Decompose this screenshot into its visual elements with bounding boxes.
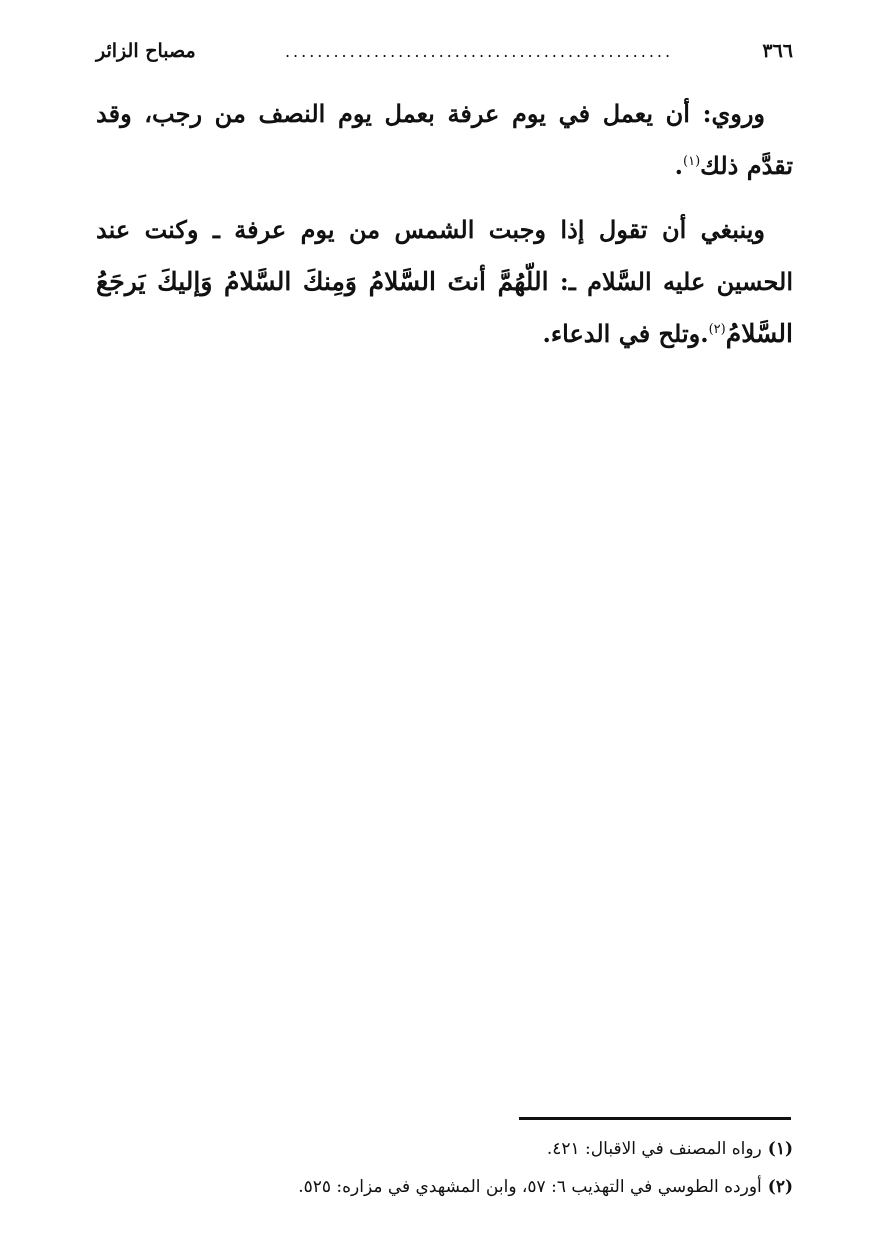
paragraph-1-end: .	[674, 151, 683, 180]
paragraph-2-text: وينبغي أن تقول إذا وجبت الشمس من يوم عرفة ـ وكنت عند الحسين عليه السَّلام ـ:	[96, 215, 793, 296]
invocation-text: اللّهُمَّ أنتَ السَّلامُ وَمِنكَ السَّلامُ وَإليكَ يَرجَعُ السَّلامُ	[96, 267, 793, 348]
footnote-ref-2: (٢)	[708, 322, 726, 337]
footnote-ref-1: (١)	[683, 154, 701, 169]
book-title: مصباح الزائر	[96, 40, 196, 62]
footnotes	[96, 1130, 793, 1206]
main-text	[96, 88, 793, 372]
footnote-number: (٢)	[767, 1177, 793, 1197]
page-header	[96, 36, 793, 66]
footnote-1	[96, 1130, 793, 1168]
paragraph-2-end: .وتلح في الدعاء.	[542, 319, 709, 348]
paragraph-1-text: وروي: أن يعمل في يوم عرفة بعمل يوم النصف من رجب، وقد تقدَّم ذلك	[96, 99, 793, 180]
footnote-2	[96, 1168, 793, 1206]
footnote-text: أورده الطوسي في التهذيب ٦: ٥٧، وابن المشهدي في مزاره: ٥٢٥.	[298, 1177, 762, 1197]
footnote-separator	[519, 1117, 791, 1120]
header-leader-dots: ................................................	[284, 41, 674, 61]
paragraph-2	[96, 204, 793, 360]
footnote-number: (١)	[767, 1139, 793, 1159]
paragraph-1	[96, 88, 793, 192]
page-number: ٣٦٦	[762, 40, 793, 62]
footnote-text: رواه المصنف في الاقبال: ٤٢١.	[546, 1139, 762, 1159]
